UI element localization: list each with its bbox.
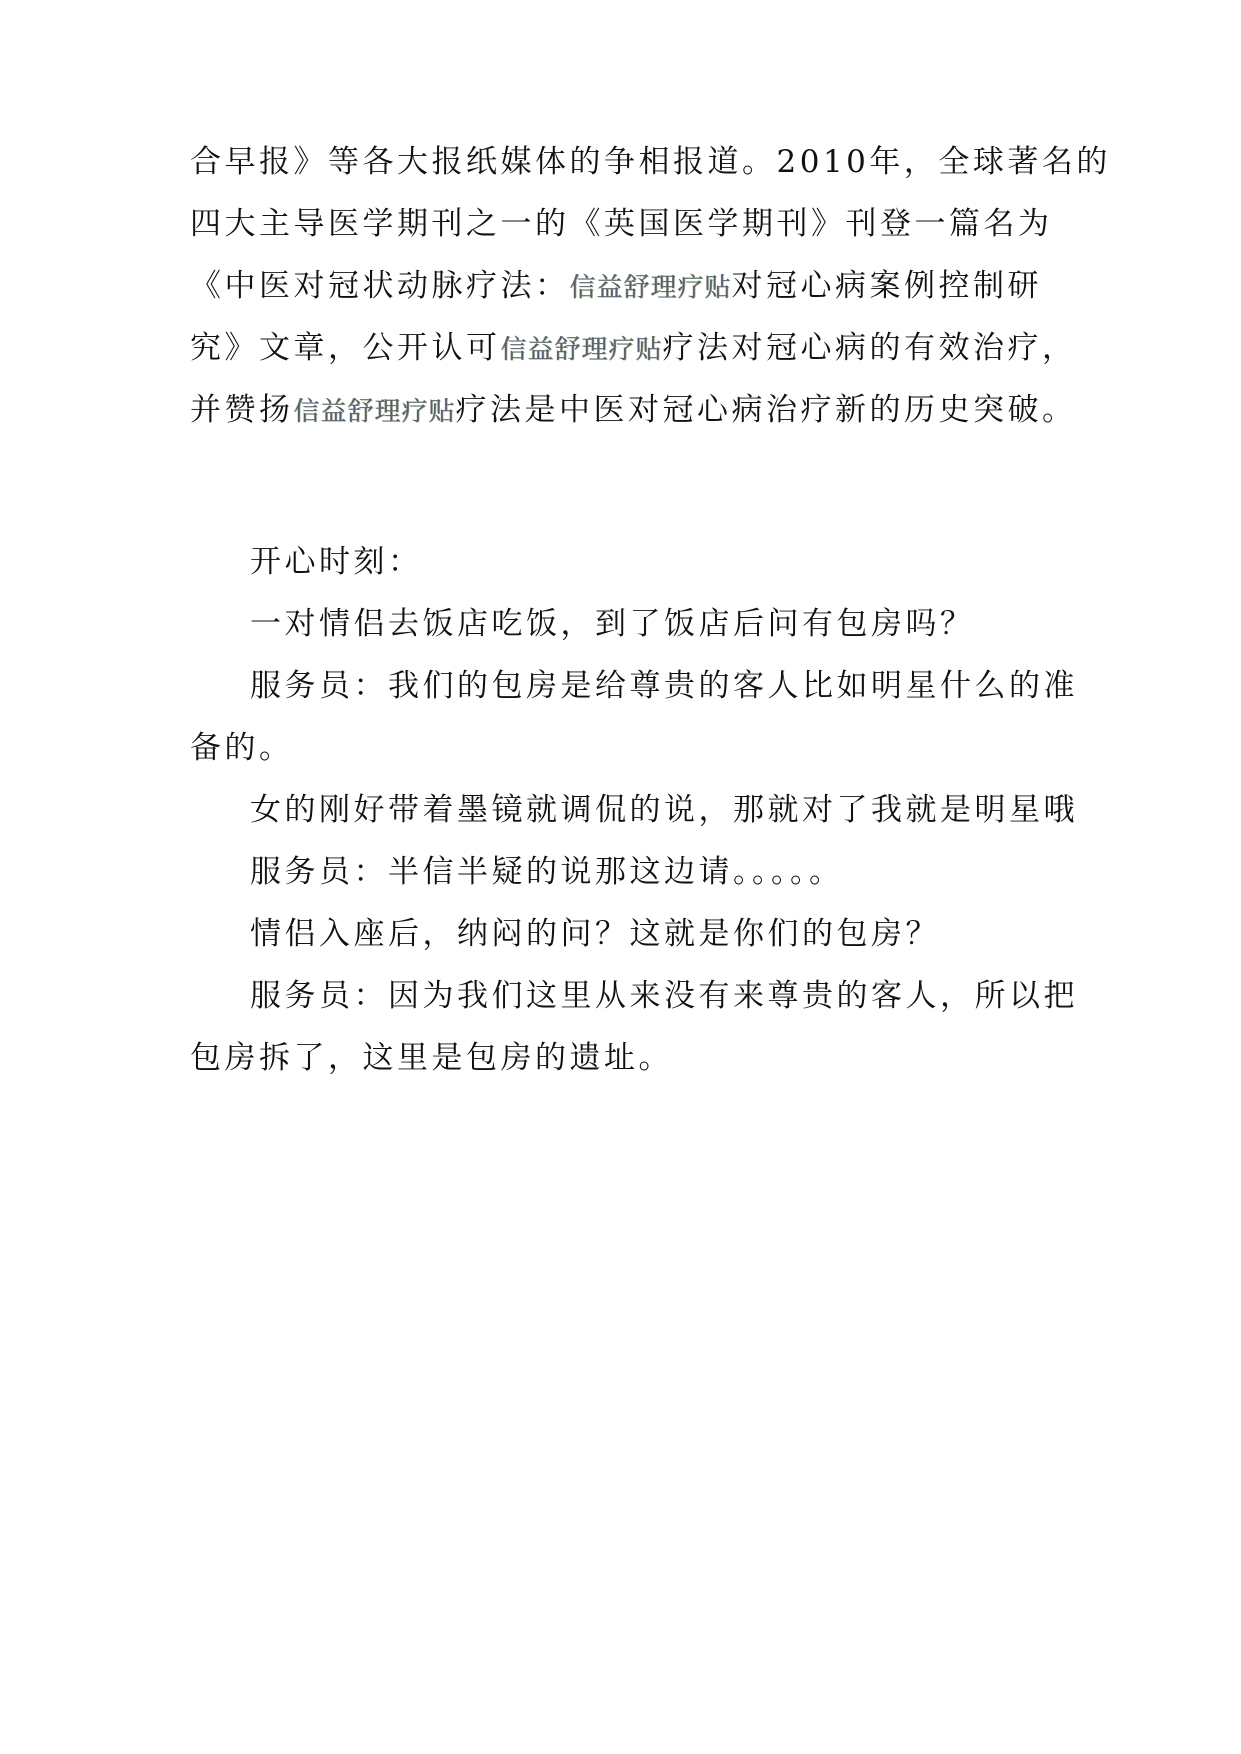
brand-name: 信益舒理疗贴 [500, 335, 663, 365]
joke-line-8: 包房拆了，这里是包房的遗址。 [190, 1040, 673, 1076]
joke-line-1: 一对情侣去饭店吃饭，到了饭店后问有包房吗？ [250, 606, 975, 642]
brand-name: 信益舒理疗贴 [293, 397, 456, 427]
joke-line-3: 备的。 [190, 730, 294, 766]
paragraph-line-5 [190, 388, 1077, 432]
paragraph-line-4-start: 究》文章，公开认可 [190, 330, 501, 366]
joke-line-4: 女的刚好带着墨镜就调侃的说，那就对了我就是明星哦 [250, 792, 1078, 828]
paragraph-line-3 [190, 264, 1042, 308]
joke-heading: 开心时刻： [250, 544, 423, 580]
joke-line-2: 服务员：我们的包房是给尊贵的客人比如明星什么的准 [250, 668, 1078, 704]
paragraph-line-1: 合早报》等各大报纸媒体的争相报道。2010年，全球著名的 [190, 144, 1111, 180]
paragraph-line-2: 四大主导医学期刊之一的《英国医学期刊》刊登一篇名为 [190, 206, 1053, 242]
paragraph-line-5-start: 并赞扬 [190, 392, 294, 428]
joke-line-7: 服务员：因为我们这里从来没有来尊贵的客人，所以把 [250, 978, 1078, 1014]
joke-line-5: 服务员：半信半疑的说那这边请。。。。。 [250, 854, 844, 890]
paragraph-line-4 [190, 326, 1077, 370]
brand-name: 信益舒理疗贴 [569, 273, 732, 303]
paragraph-line-4-end: 疗法对冠心病的有效治疗， [662, 330, 1077, 366]
paragraph-line-3-end: 对冠心病案例控制研 [731, 268, 1043, 304]
paragraph-line-3-start: 《中医对冠状动脉疗法： [190, 268, 570, 304]
paragraph-line-5-end: 疗法是中医对冠心病治疗新的历史突破。 [455, 392, 1077, 428]
joke-line-6: 情侣入座后，纳闷的问？这就是你们的包房？ [250, 916, 940, 952]
